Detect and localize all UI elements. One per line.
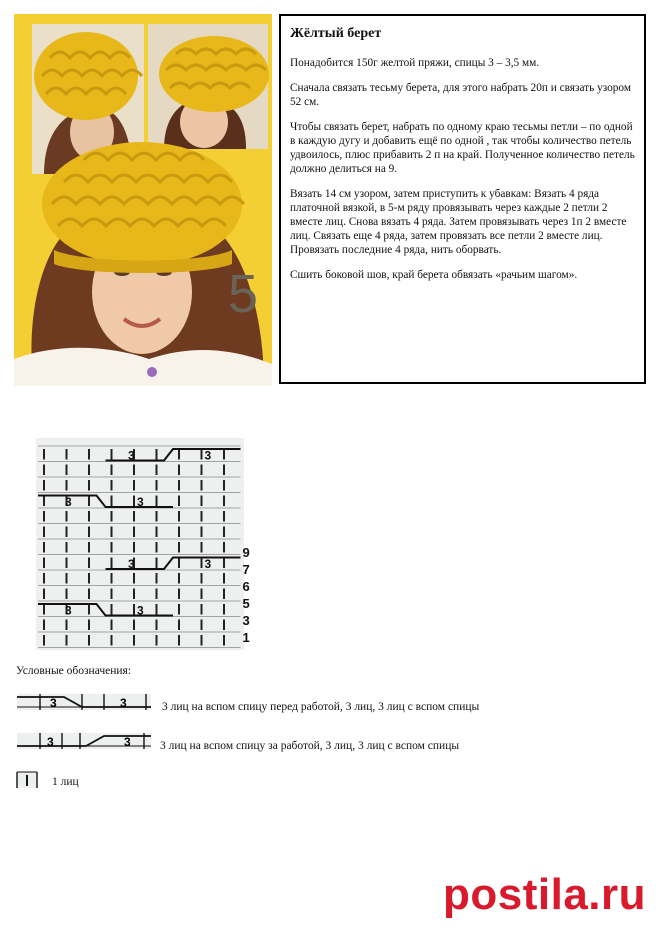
cable-count-label: 3: [137, 495, 144, 509]
legend-item-cable-back: [16, 729, 154, 758]
cable-count-label: 3: [204, 448, 212, 463]
postila-logo: postila.ru: [443, 870, 647, 919]
cable-count-label: 3: [128, 448, 135, 463]
cable-count-label: 3: [65, 495, 72, 509]
legend-knit-text: 1 лиц: [52, 776, 79, 788]
chart-row-number: 9: [242, 544, 250, 560]
chart-row-number: 7: [242, 562, 250, 577]
legend-cable-back-label-right: 3: [124, 735, 131, 749]
legend-item-knit: [16, 768, 40, 795]
cable-count-label: 3: [204, 557, 212, 571]
paragraph-stitches: Чтобы связать берет, набрать по одному краю тесьмы петли – по одной в каждую дугу и добавить ещё по одной , так чтобы количество петель удвоилось, плюс прибавить 2 п на край. Полученное количество петель должно делиться на 9.: [290, 121, 635, 175]
cable-count-label: 3: [137, 603, 144, 618]
photo-model-number: 5: [228, 264, 259, 324]
legend-cable-front-label-right: 3: [120, 696, 127, 710]
legend-cable-back-text: 3 лиц на вспом спицу за работой, 3 лиц, 3 лиц с вспом спицы: [160, 740, 460, 752]
article-title: Жёлтый берет: [290, 26, 382, 41]
chart-row-number: 3: [242, 613, 250, 629]
legend-item-cable-front: [16, 690, 154, 719]
chart-row-number: 5: [242, 596, 250, 612]
cable-front-icon: [16, 690, 154, 714]
knit-stitch-icon: [16, 768, 40, 790]
photo-top-right: [148, 24, 269, 149]
cable-back-icon: [16, 729, 154, 753]
beret-photo-illustration: [14, 14, 272, 386]
paragraph-finishing: Сшить боковой шов, край берета обвязать «рачьим шагом».: [290, 269, 578, 281]
cable-count-label: 3: [65, 603, 72, 618]
chart-row-number: 1: [242, 630, 250, 646]
paragraph-decreases: Вязать 14 см узором, затем приступить к убавкам: Вязать 4 ряда платочной вязкой, в 5-м ряду провязывать через каждые 2 петли 2 вместе лиц. Снова вязать 4 ряда. Затем провязывать через 1п 2 вместе лиц. Связать еще 4 ряда, затем провязать все петли 2 вместе лиц. Провязать последние 4 ряда, нить оборвать.: [290, 188, 627, 256]
paragraph-band: Сначала связать тесьму берета, для этого набрать 20п и связать узором 52 см.: [290, 82, 631, 108]
beret-photo-collage: [14, 14, 272, 386]
paragraph-materials: Понадобится 150г желтой пряжи, спицы 3 – 3,5 мм.: [290, 57, 540, 69]
pattern-description-box: [279, 14, 646, 384]
legend-title: Условные обозначения:: [16, 665, 132, 677]
cable-count-label: 3: [128, 557, 135, 571]
legend-cable-back-label-left: 3: [47, 735, 54, 749]
legend-cable-front-label-left: 3: [50, 696, 57, 710]
knitting-chart: [36, 438, 256, 658]
chart-row-number: 6: [242, 579, 250, 595]
knitting-chart-grid: [36, 438, 256, 653]
legend-cable-front-text: 3 лиц на вспом спицу перед работой, 3 лиц, 3 лиц с вспом спицы: [162, 701, 480, 713]
